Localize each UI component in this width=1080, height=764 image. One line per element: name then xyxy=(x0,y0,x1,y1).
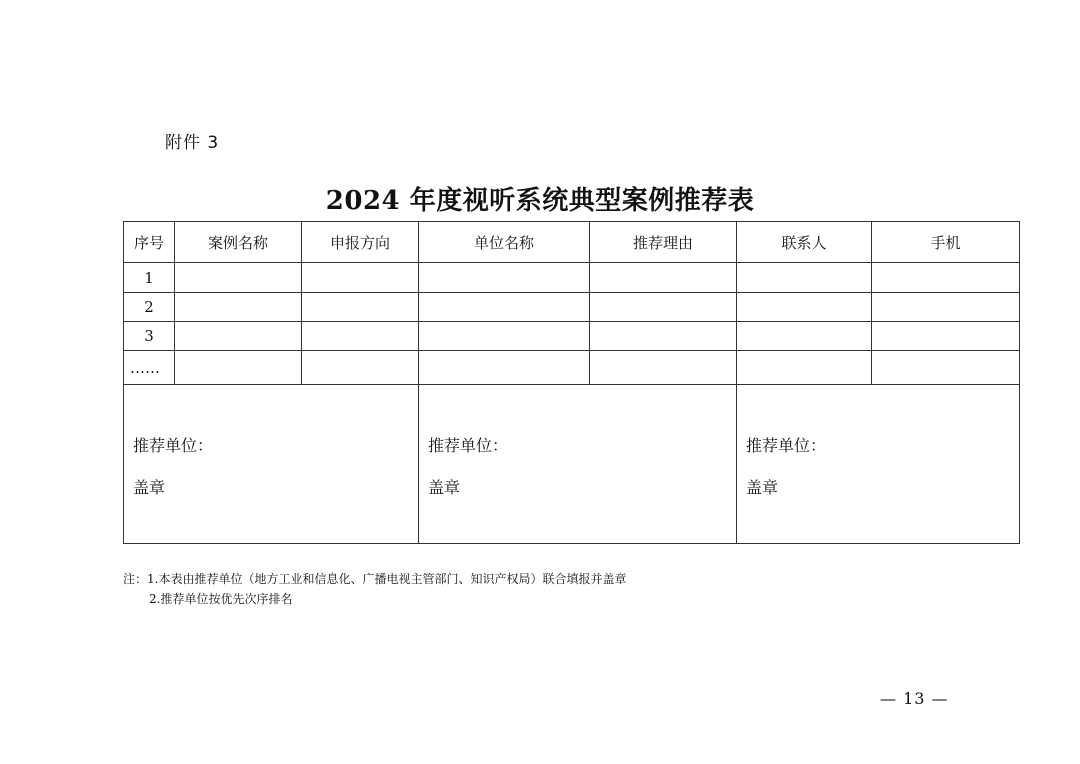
cell-reason[interactable] xyxy=(590,263,737,293)
row-number: 2 xyxy=(124,293,175,322)
header-unit-name: 单位名称 xyxy=(419,222,590,263)
signature-block-1[interactable] xyxy=(124,385,419,544)
seal-label: 盖章 xyxy=(133,478,166,497)
cell-unit-name[interactable] xyxy=(419,351,590,385)
table-row xyxy=(124,322,1020,351)
recommendation-table xyxy=(123,221,1020,544)
row-number: 1 xyxy=(124,263,175,293)
recommending-unit-label: 推荐单位： xyxy=(133,436,214,455)
footnote xyxy=(123,569,626,609)
recommending-unit-label: 推荐单位： xyxy=(428,436,509,455)
signature-block-3[interactable] xyxy=(737,385,1020,544)
cell-unit-name[interactable] xyxy=(419,322,590,351)
cell-direction[interactable] xyxy=(302,322,419,351)
cell-mobile[interactable] xyxy=(872,263,1020,293)
cell-reason[interactable] xyxy=(590,293,737,322)
table-row xyxy=(124,293,1020,322)
page-title: 2024 年度视听系统典型案例推荐表 xyxy=(325,186,755,216)
cell-case-name[interactable] xyxy=(175,322,302,351)
row-number: …… xyxy=(124,351,175,385)
cell-contact[interactable] xyxy=(737,263,872,293)
cell-direction[interactable] xyxy=(302,293,419,322)
table-row xyxy=(124,351,1020,385)
table-header-row xyxy=(124,222,1020,263)
row-number: 3 xyxy=(124,322,175,351)
cell-reason[interactable] xyxy=(590,351,737,385)
cell-mobile[interactable] xyxy=(872,322,1020,351)
cell-direction[interactable] xyxy=(302,351,419,385)
footnote-line-2: 2.推荐单位按优先次序排名 xyxy=(149,592,293,606)
cell-case-name[interactable] xyxy=(175,263,302,293)
cell-case-name[interactable] xyxy=(175,351,302,385)
cell-reason[interactable] xyxy=(590,322,737,351)
page-number: — 13 — xyxy=(880,689,949,708)
cell-unit-name[interactable] xyxy=(419,293,590,322)
recommending-unit-label: 推荐单位： xyxy=(746,436,827,455)
seal-label: 盖章 xyxy=(746,478,779,497)
cell-case-name[interactable] xyxy=(175,293,302,322)
header-mobile: 手机 xyxy=(872,222,1020,263)
cell-mobile[interactable] xyxy=(872,351,1020,385)
signature-row xyxy=(124,385,1020,544)
header-case-name: 案例名称 xyxy=(175,222,302,263)
header-contact: 联系人 xyxy=(737,222,872,263)
header-reason: 推荐理由 xyxy=(590,222,737,263)
footnote-line-1: 注：1.本表由推荐单位（地方工业和信息化、广播电视主管部门、知识产权局）联合填报并盖章 xyxy=(123,572,627,586)
attachment-label: 附件 3 xyxy=(165,133,220,153)
cell-unit-name[interactable] xyxy=(419,263,590,293)
cell-contact[interactable] xyxy=(737,293,872,322)
header-serial: 序号 xyxy=(124,222,175,263)
seal-label: 盖章 xyxy=(428,478,461,497)
header-direction: 申报方向 xyxy=(302,222,419,263)
cell-mobile[interactable] xyxy=(872,293,1020,322)
cell-direction[interactable] xyxy=(302,263,419,293)
cell-contact[interactable] xyxy=(737,351,872,385)
table-row xyxy=(124,263,1020,293)
signature-block-2[interactable] xyxy=(419,385,737,544)
cell-contact[interactable] xyxy=(737,322,872,351)
